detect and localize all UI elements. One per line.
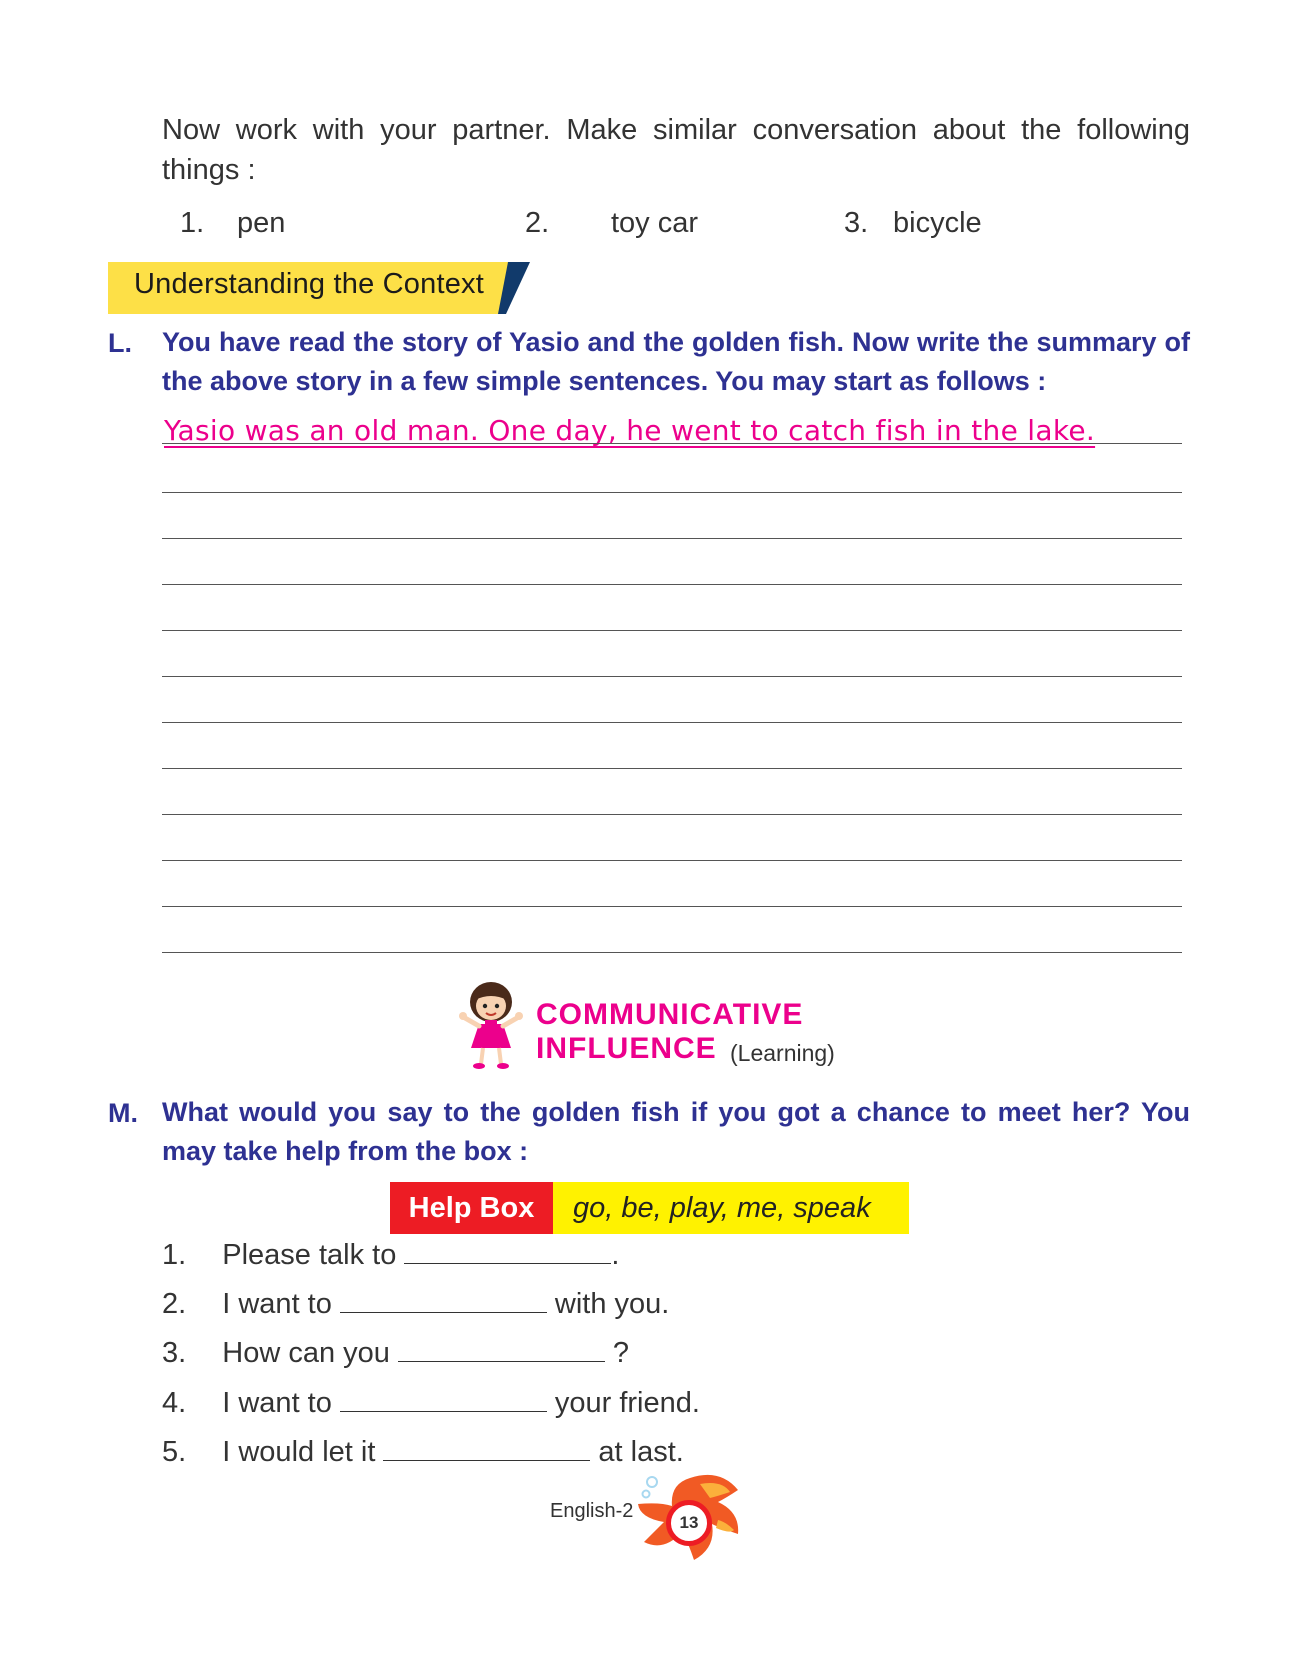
item-prompt: I want to bbox=[222, 1387, 332, 1419]
item-suffix: . bbox=[611, 1239, 620, 1271]
answer-line[interactable] bbox=[162, 906, 1182, 907]
feature-heading-line1: COMMUNICATIVE bbox=[536, 998, 804, 1031]
fill-blank[interactable] bbox=[340, 1387, 547, 1412]
answer-line[interactable] bbox=[162, 814, 1182, 815]
answer-line[interactable] bbox=[162, 722, 1182, 723]
answer-line[interactable] bbox=[162, 768, 1182, 769]
list-item-label: pen bbox=[237, 207, 286, 239]
things-list bbox=[0, 203, 1296, 243]
answer-line[interactable] bbox=[162, 860, 1182, 861]
fill-item bbox=[162, 1383, 700, 1423]
fill-item bbox=[162, 1284, 669, 1324]
fill-item bbox=[162, 1432, 684, 1472]
item-prompt: How can you bbox=[222, 1337, 390, 1369]
item-number: 5. bbox=[162, 1436, 187, 1468]
feature-subheading: (Learning) bbox=[730, 1040, 835, 1066]
fill-blank[interactable] bbox=[340, 1288, 547, 1313]
fill-blank[interactable] bbox=[398, 1337, 605, 1362]
answer-line[interactable] bbox=[162, 952, 1182, 953]
sample-answer: Yasio was an old man. One day, he went to catch fish in the lake. bbox=[164, 414, 1096, 447]
question-letter: L. bbox=[108, 328, 132, 358]
item-number: 3. bbox=[162, 1337, 187, 1369]
fill-item bbox=[162, 1333, 629, 1373]
help-box-words: go, be, play, me, speak bbox=[553, 1182, 909, 1234]
answer-line[interactable] bbox=[162, 492, 1182, 493]
intro-paragraph: Now work with your partner. Make similar conversation about the following things : bbox=[162, 114, 1190, 186]
item-number: 4. bbox=[162, 1387, 187, 1419]
item-suffix: at last. bbox=[598, 1436, 684, 1468]
answer-line[interactable] bbox=[162, 676, 1182, 677]
list-item-number: 2. bbox=[525, 207, 550, 239]
list-item-label: bicycle bbox=[893, 207, 982, 239]
girl-mascot-icon bbox=[455, 980, 527, 1072]
item-prompt: I want to bbox=[222, 1288, 332, 1320]
answer-line[interactable] bbox=[162, 538, 1182, 539]
feature-heading-line2: INFLUENCE bbox=[536, 1032, 717, 1065]
item-prompt: Please talk to bbox=[222, 1239, 397, 1271]
item-suffix: your friend. bbox=[554, 1387, 700, 1419]
fill-blank[interactable] bbox=[383, 1436, 590, 1461]
list-item-number: 3. bbox=[844, 207, 869, 239]
fill-blank[interactable] bbox=[404, 1239, 611, 1264]
item-suffix: ? bbox=[612, 1337, 630, 1369]
item-prompt: I would let it bbox=[222, 1436, 376, 1468]
item-number: 1. bbox=[162, 1239, 187, 1271]
list-item-number: 1. bbox=[180, 207, 205, 239]
question-text: What would you say to the golden fish if you got a chance to meet her? You may take help from the box : bbox=[162, 1097, 1190, 1166]
page-number-badge: 13 bbox=[666, 1500, 712, 1546]
item-suffix: with you. bbox=[554, 1288, 670, 1320]
answer-line[interactable] bbox=[162, 630, 1182, 631]
answer-line[interactable] bbox=[162, 443, 1182, 444]
fill-item bbox=[162, 1235, 619, 1275]
answer-line[interactable] bbox=[162, 584, 1182, 585]
question-letter: M. bbox=[108, 1098, 138, 1128]
help-box-label: Help Box bbox=[390, 1182, 553, 1234]
book-label: English-2 bbox=[550, 1500, 634, 1522]
list-item-label: toy car bbox=[611, 207, 699, 239]
item-number: 2. bbox=[162, 1288, 187, 1320]
question-text: You have read the story of Yasio and the golden fish. Now write the summary of the above story in a few simple sentences. You may start as follows : bbox=[162, 327, 1190, 396]
section-title: Understanding the Context bbox=[134, 268, 484, 300]
